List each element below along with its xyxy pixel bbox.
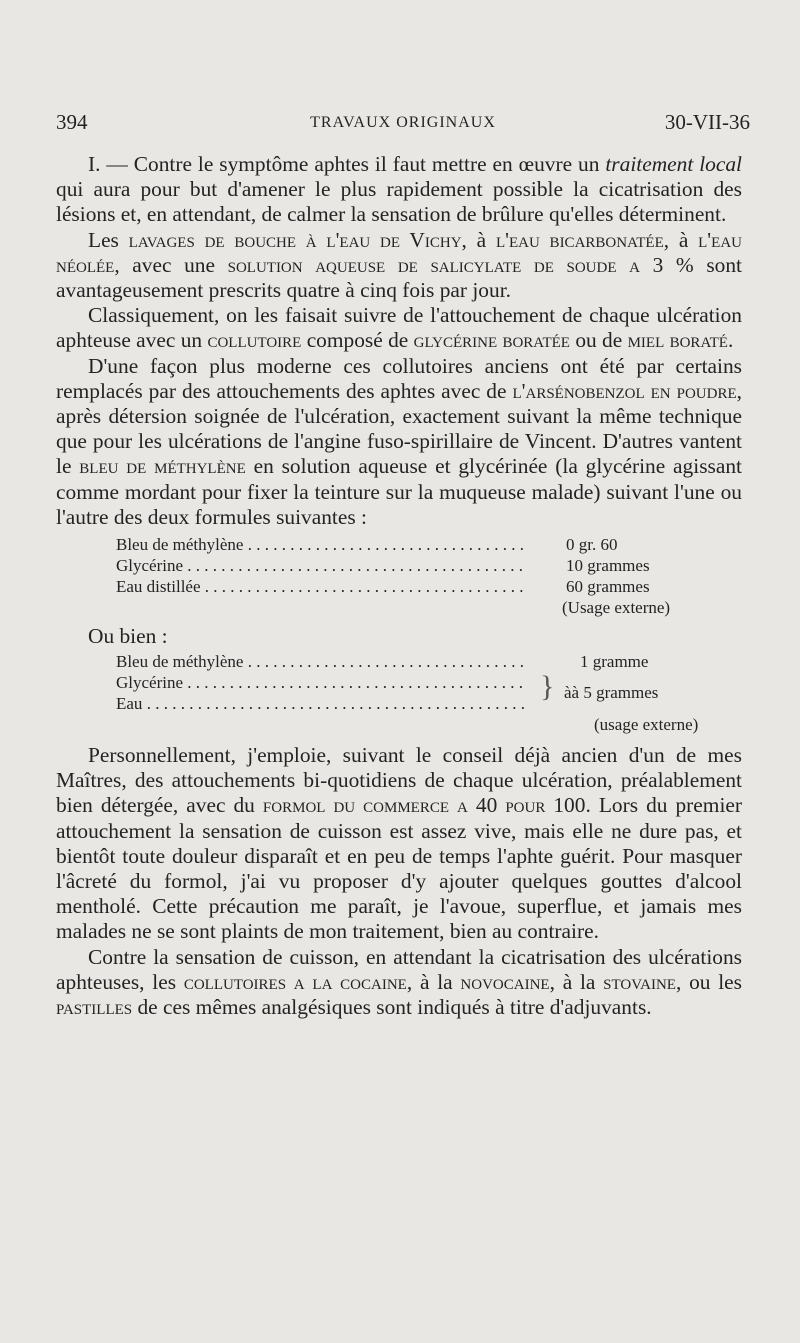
formula-row [56, 651, 742, 672]
paragraph-3 [56, 303, 742, 353]
page-number: 394 [56, 110, 88, 134]
paragraph-2 [56, 228, 742, 304]
text-span: . [727, 328, 734, 353]
text-span: . Lors du premier attouchement la sensation de cuisson est assez vive, mais elle ne dure pas, et bientôt toute douleur disparaît et en peu de temps l'aphte guérit. Pour masquer l'âcreté du formol, j'ai vu proposer d'y ajouter quelques gouttes d'alcool mentholé. Cette précaution me paraît, je l'avoue, superflue, et jamais mes malades ne se sont plaints de mon traitement, bien au contraire. [56, 793, 742, 944]
ingredient-quantity: 0 gr. 60 [566, 535, 618, 555]
ingredient-name: Eau distillée . . . [116, 576, 524, 597]
text-span: qui aura pour but d'amener le plus rapidement possible la cicatrisation des lésions et, en attendant, de calmer la sensation de brûlure qu'elles déterminent. [56, 177, 742, 227]
paragraph-1 [56, 152, 742, 228]
brace-symbol: } [540, 670, 555, 704]
small-caps-term: solution aqueuse de salicylate de soude a [227, 252, 640, 277]
article-body [56, 152, 742, 1020]
text-span: , ou les [675, 969, 742, 994]
small-caps-term: l'eau bicarbonatée [495, 227, 664, 252]
italic-text: traitement local [605, 152, 742, 176]
text-span: Les [88, 227, 129, 252]
small-caps-term: pastilles [56, 995, 133, 1020]
text-span: 3 % sont avantageusement prescrits quatre à cinq fois par jour. [56, 252, 742, 303]
formula-2 [56, 651, 742, 737]
small-caps-term: formol du commerce a 40 pour 100 [262, 793, 586, 818]
small-caps-term: miel boraté [627, 328, 728, 353]
shared-quantity: àà 5 grammes [564, 683, 659, 703]
text-span: , après détersion soignée de l'ulcération, exactement suivant la même technique que pour les ulcérations de l'angine fuso-spirillaire de Vincent. D'autres vantent le [56, 378, 742, 479]
text-span: composé de [301, 328, 414, 353]
text-span: , avec une [114, 252, 228, 277]
formula-row [56, 555, 742, 576]
text-span: ou de [569, 328, 628, 353]
usage-note: (Usage externe) [562, 598, 671, 618]
text-span: , à la [406, 969, 461, 994]
ingredient-quantity: 60 grammes [566, 577, 650, 597]
paragraph-4 [56, 354, 742, 530]
small-caps-term: l'arsénobenzol en poudre [512, 378, 737, 403]
text-span: en solution aqueuse et glycérinée (la glycérine agissant comme mordant pour fixer la teinture sur la muqueuse malade) suivant l'une ou l'autre des deux formules suivantes : [56, 454, 742, 529]
issue-date: 30-VII-36 [664, 110, 750, 134]
small-caps-term: novocaine [460, 969, 550, 994]
small-caps-term: stovaine [603, 969, 676, 994]
paragraph-5 [56, 743, 742, 945]
ingredient-name: Glycérine . . . [116, 672, 524, 693]
small-caps-term: collutoires a la cocaine [183, 969, 407, 994]
ingredient-quantity: 10 grammes [566, 556, 650, 576]
formula-row [56, 576, 742, 597]
alternative-label: Ou bien : [88, 624, 168, 649]
text-span: , à la [549, 969, 604, 994]
ingredient-name: Eau . . . [116, 693, 524, 714]
ingredient-quantity: 1 gramme [580, 652, 649, 672]
text-span: Contre la sensation de cuisson, en attendant la cicatrisation des ulcérations aphteuses, les [56, 944, 742, 994]
small-caps-term: l'eau néolée [56, 227, 742, 277]
small-caps-term: lavages de bouche à l'eau de Vichy [128, 227, 462, 252]
paragraph-6 [56, 945, 742, 1021]
text-span: Classiquement, on les faisait suivre de l'attouchement de chaque ulcération aphteuse avec un [56, 303, 742, 353]
usage-note: (usage externe) [594, 715, 699, 735]
running-title: TRAVAUX ORIGINAUX [310, 114, 496, 131]
text-span: , à [461, 227, 496, 252]
text-span: D'une façon plus moderne ces collutoires anciens ont été par certains remplacés par des attouchements des aphtes avec de [56, 353, 742, 403]
small-caps-term: glycérine boratée [413, 328, 570, 353]
formula-1 [56, 534, 742, 618]
ingredient-name: Bleu de méthylène . . . [116, 534, 524, 555]
formula-row [56, 534, 742, 555]
text-span: Personnellement, j'emploie, suivant le conseil déjà ancien d'un de mes Maîtres, des attouchements bi-quotidiens de chaque ulcération, préalablement bien détergée, avec du [56, 743, 742, 818]
small-caps-term: bleu de méthylène [79, 454, 246, 479]
text-span: , à [663, 227, 699, 252]
page-header [56, 110, 750, 140]
small-caps-term: collutoire [207, 328, 302, 353]
ingredient-name: Bleu de méthylène . . . [116, 651, 524, 672]
text-span: de ces mêmes analgésiques sont indiqués à titre d'adjuvants. [132, 995, 652, 1020]
text-span: I. — Contre le symptôme aphtes il faut mettre en œuvre un [88, 152, 606, 176]
ingredient-name: Glycérine . . . [116, 555, 524, 576]
